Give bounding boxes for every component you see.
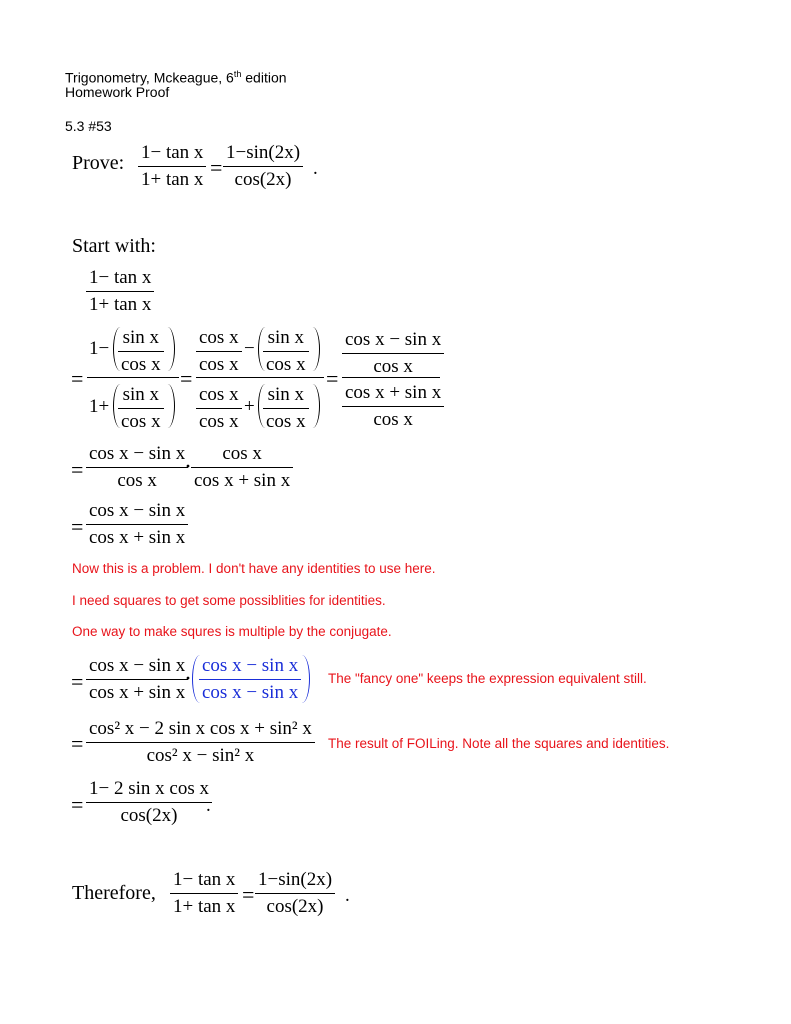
sin-over-cos-fraction [118,382,164,435]
conjugate-note: One way to make squres is multiple by the conjugate. [72,624,392,639]
fraction-denominator: cos x [121,354,161,375]
one-plus: 1+ [89,396,110,417]
current-fraction [86,653,188,706]
therefore-label: Therefore, [72,882,156,904]
fraction-denominator: 1+ tan x [89,294,152,315]
equals-sign: = [71,514,84,539]
equals-sign: = [71,669,84,694]
equals-sign: = [210,155,223,180]
problem-number: 5.3 #53 [65,118,112,134]
therefore-lhs-fraction [170,867,238,920]
fraction-numerator: 1− 2 sin x cos x [89,778,209,799]
fraction-numerator: 1−sin(2x) [226,142,301,163]
equals-sign: = [71,731,84,756]
sin-over-cos-fraction [263,325,309,378]
fraction-numerator: cos² x − 2 sin x cos x + sin² x [89,718,312,739]
problem-note: Now this is a problem. I don't have any identities to use here. [72,561,436,576]
fraction-denominator: cos x [266,411,306,432]
document-subtitle: Homework Proof [65,84,170,100]
fraction-denominator: cos(2x) [266,896,324,917]
foil-fraction [86,716,315,769]
cos-over-cos-plus-sin-fraction [191,441,293,494]
fraction-denominator: cos x [117,470,157,491]
fraction-denominator: cos x [121,411,161,432]
simplified-fraction [86,498,188,551]
prove-lhs-fraction [138,140,206,193]
multiply-dot: · [184,454,192,480]
start-fraction [86,265,154,318]
fraction-denominator: cos x − sin x [202,682,299,703]
prove-rhs-fraction [223,140,303,193]
numerator-fraction [342,327,444,380]
period: . [313,158,318,179]
fraction-numerator: 1− tan x [173,869,236,890]
fraction-numerator: sin x [122,327,159,348]
fraction-numerator: cos x − sin x [89,500,186,521]
fraction-numerator: cos x [199,327,239,348]
fraction-denominator: cos x [266,354,306,375]
period: . [345,885,350,906]
course-title-text: Trigonometry, Mckeague, 6 [65,69,234,86]
fraction-denominator: cos x + sin x [194,470,291,491]
fraction-denominator: cos x [199,354,239,375]
fraction-numerator: cos x − sin x [89,443,186,464]
fraction-numerator: cos x − sin x [89,655,186,676]
final-fraction [86,776,212,829]
fraction-denominator: cos x + sin x [89,682,186,703]
one-minus: 1− [89,338,110,359]
equals-sign: = [326,366,339,391]
fraction-numerator: 1− tan x [141,142,204,163]
cos-over-cos-fraction [196,382,242,435]
plus-sign: + [244,396,255,417]
therefore-rhs-fraction [255,867,335,920]
cos-minus-sin-over-cos-fraction [86,441,188,494]
fraction-denominator: 1+ tan x [141,169,204,190]
equals-sign: = [242,882,255,907]
fraction-numerator: sin x [267,327,304,348]
fraction-denominator: cos x [373,356,413,377]
course-title-edition: edition [241,69,287,86]
fraction-denominator: cos(2x) [234,169,292,190]
fancy-one-fraction [199,653,301,706]
fraction-denominator: 1+ tan x [173,896,236,917]
fraction-numerator: 1−sin(2x) [258,869,333,890]
equals-sign: = [71,792,84,817]
equals-sign: = [71,366,84,391]
fancy-one-note: The "fancy one" keeps the expression equivalent still. [328,671,647,686]
denominator-fraction [342,380,444,433]
sin-over-cos-fraction [118,325,164,378]
fraction-numerator: cos x + sin x [345,382,442,403]
fraction-numerator: sin x [267,384,304,405]
start-label: Start with: [72,235,156,257]
prove-label: Prove: [72,152,125,174]
fraction-numerator: cos x − sin x [202,655,299,676]
period: . [206,795,211,816]
minus-sign: − [244,338,255,359]
fraction-denominator: cos x [199,411,239,432]
foil-note: The result of FOILing. Note all the squares and identities. [328,736,670,751]
squares-note: I need squares to get some possiblities for identities. [72,593,386,608]
fraction-denominator: cos(2x) [120,805,178,826]
equals-sign: = [180,366,193,391]
fraction-numerator: cos x [222,443,262,464]
fraction-denominator: cos² x − sin² x [146,745,255,766]
cos-over-cos-fraction [196,325,242,378]
fraction-numerator: sin x [122,384,159,405]
equals-sign: = [71,457,84,482]
multiply-dot: · [184,666,192,692]
fraction-denominator: cos x + sin x [89,527,186,548]
fraction-numerator: 1− tan x [89,267,152,288]
fraction-numerator: cos x − sin x [345,329,442,350]
fraction-numerator: cos x [199,384,239,405]
sin-over-cos-fraction [263,382,309,435]
fraction-denominator: cos x [373,409,413,430]
edition-superscript: th [233,69,242,79]
